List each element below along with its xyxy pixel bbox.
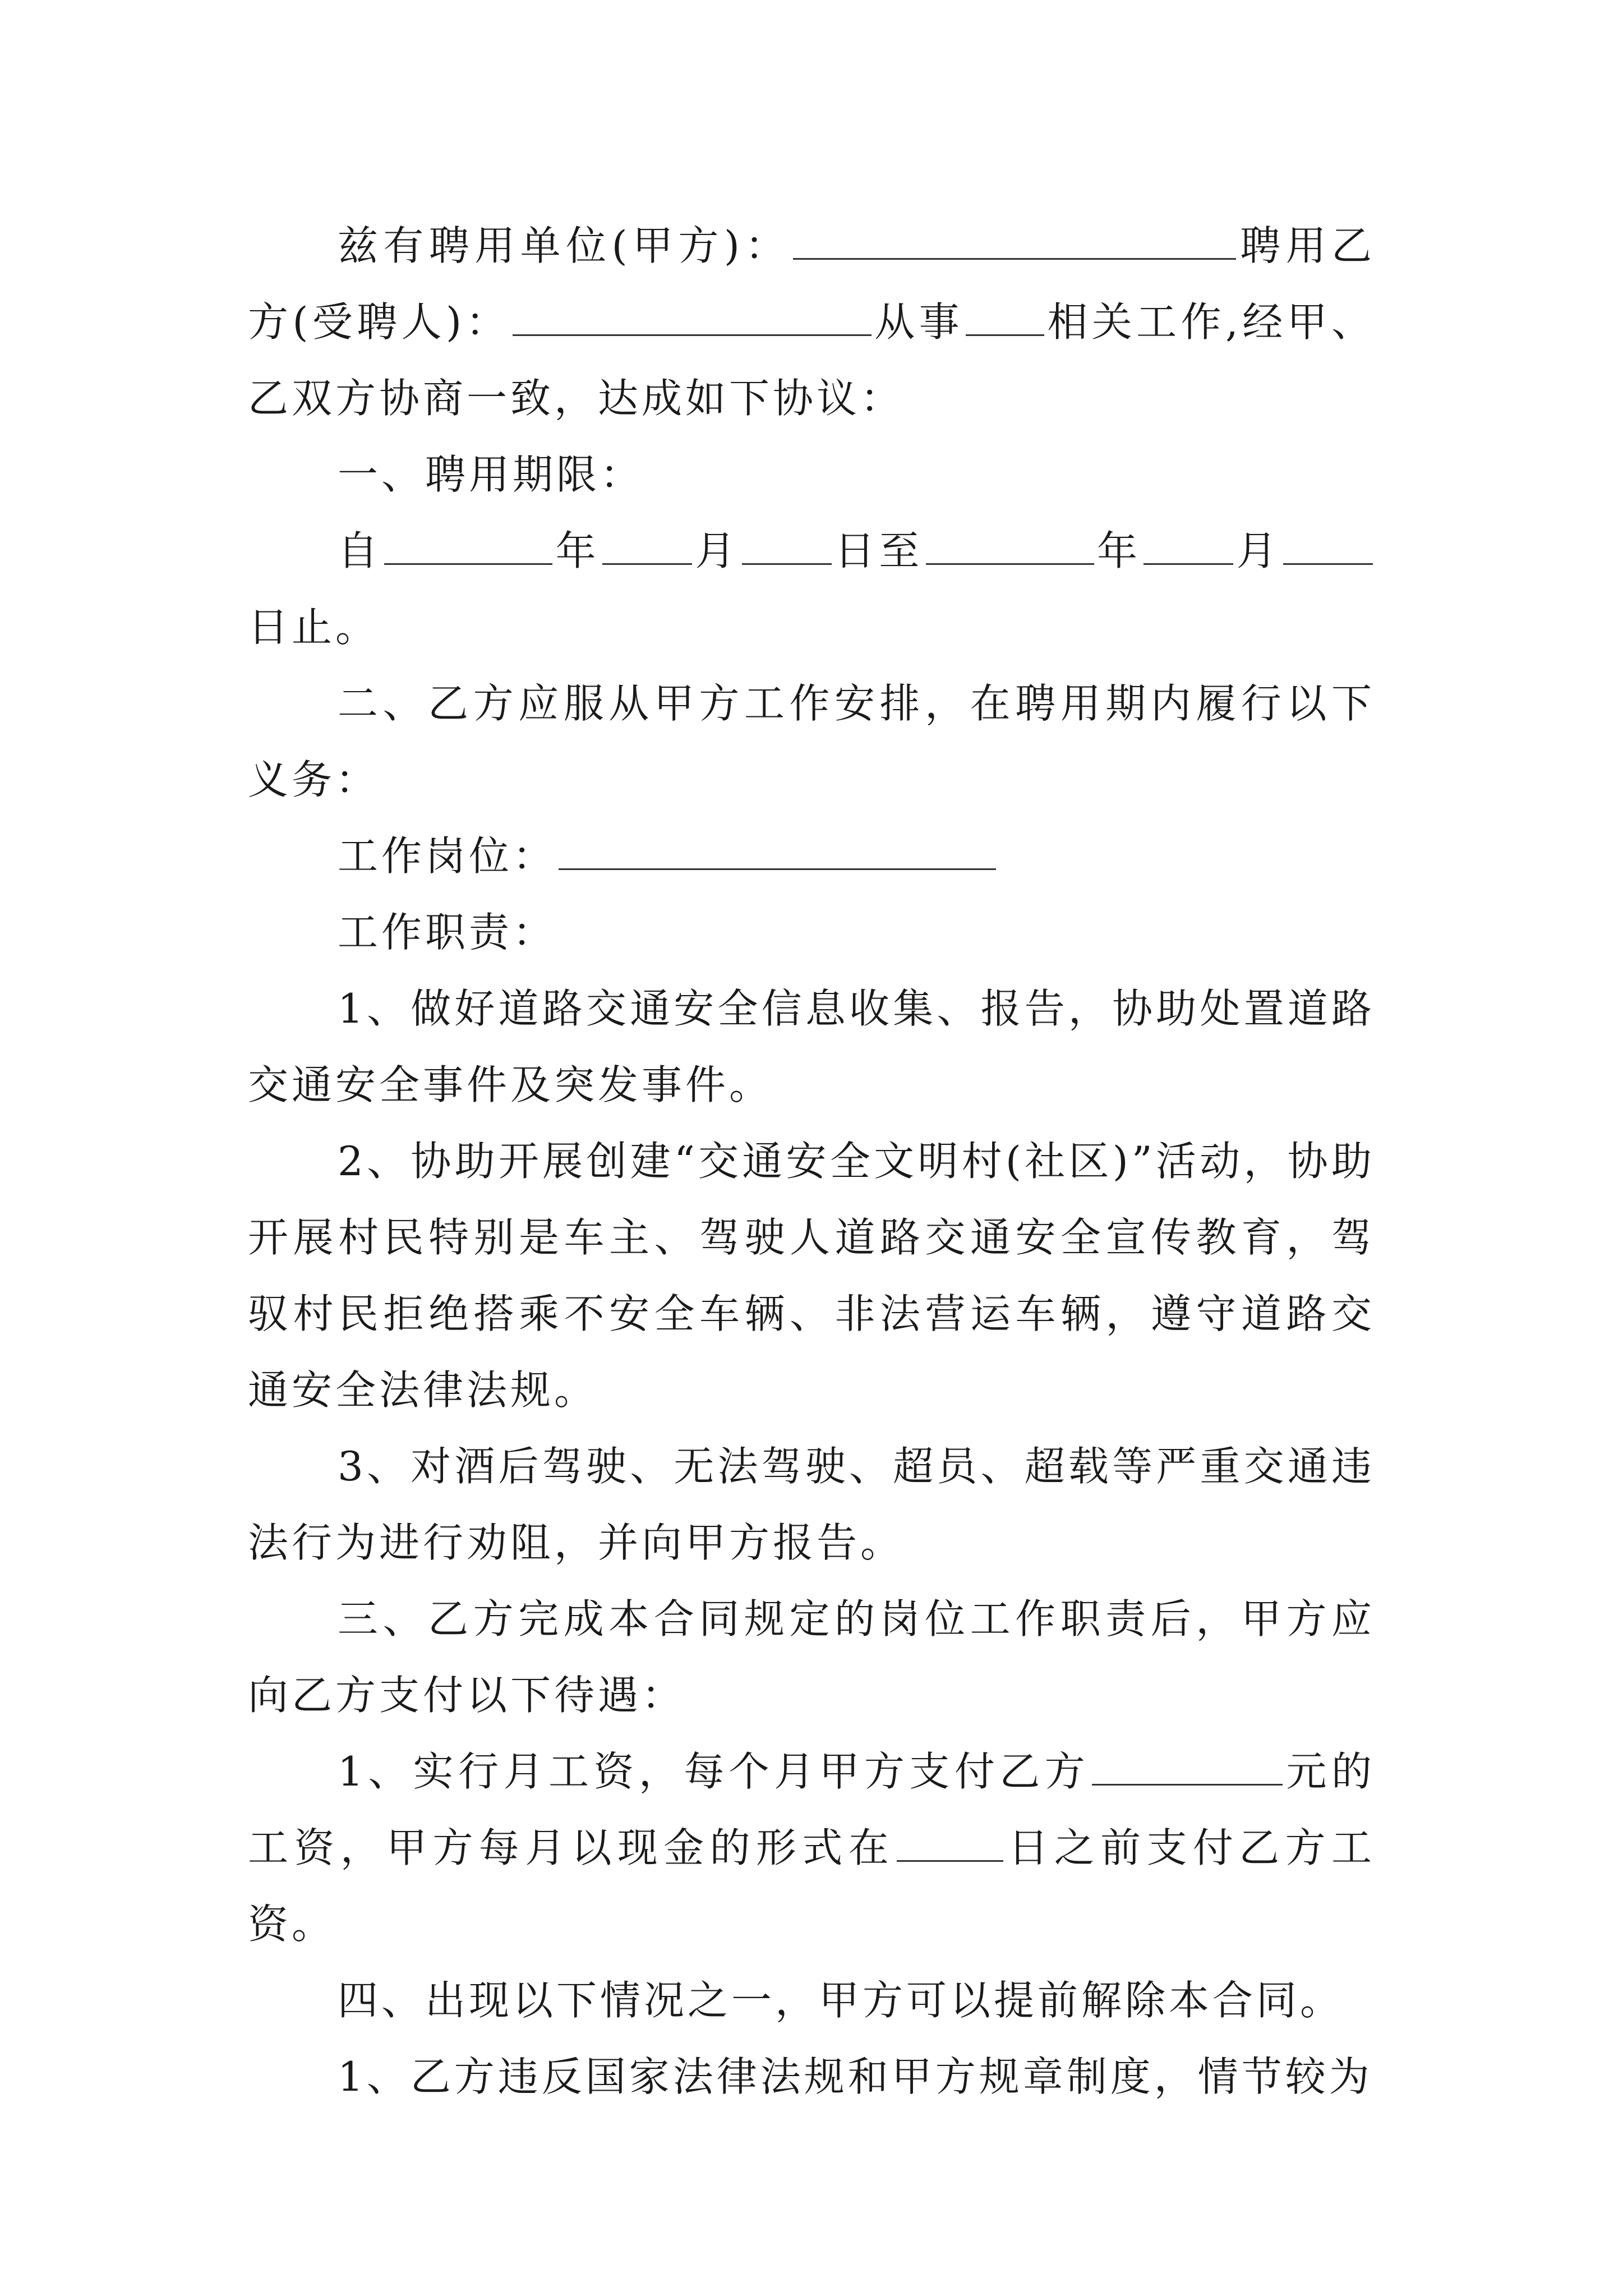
text-preamble-end: 相关工作,经甲、乙双方协商一致，达成如下协议： bbox=[248, 298, 1375, 422]
paragraph-salary bbox=[248, 1733, 1375, 1962]
text-engaged-in: 从事 bbox=[873, 298, 964, 346]
blank-work-field[interactable] bbox=[966, 291, 1044, 336]
heading-duties: 工作职责： bbox=[338, 909, 557, 956]
blank-end-day[interactable] bbox=[1283, 519, 1373, 565]
paragraph-duty-2: 2、协助开展创建“交通安全文明村(社区)”活动，协助开展村民特别是车主、驾驶人道路交通安全宣传教育，驾驭村民拒绝搭乘不安全车辆、非法营运车辆，遵守道路交通安全法律法规。 bbox=[248, 1138, 1375, 1414]
blank-end-month[interactable] bbox=[1144, 519, 1233, 565]
text-post-label: 工作岗位： bbox=[338, 832, 557, 880]
heading-obligations: 二、乙方应服从甲方工作安排，在聘用期内履行以下义务： bbox=[248, 680, 1375, 803]
blank-start-month[interactable] bbox=[602, 519, 692, 565]
blank-start-day[interactable] bbox=[742, 519, 832, 565]
paragraph-termination-1: 1、乙方违反国家法律法规和甲方规章制度，情节较为 bbox=[338, 2053, 1373, 2100]
text-employee-label: 聘用乙方(受聘人)： bbox=[248, 222, 1375, 346]
blank-employee[interactable] bbox=[513, 291, 872, 336]
text-day-end: 日止。 bbox=[248, 604, 380, 651]
text-year: 年 bbox=[555, 527, 600, 574]
paragraph-preamble bbox=[248, 208, 1375, 436]
heading-term: 一、聘用期限： bbox=[338, 451, 644, 498]
blank-post[interactable] bbox=[559, 825, 996, 870]
paragraph-duty-3: 3、对酒后驾驶、无法驾驶、超员、超载等严重交通违法行为进行劝阻，并向甲方报告。 bbox=[248, 1443, 1375, 1566]
blank-pay-day[interactable] bbox=[897, 1816, 1003, 1862]
heading-benefits: 三、乙方完成本合同规定的岗位工作职责后，甲方应向乙方支付以下待遇： bbox=[248, 1595, 1375, 1719]
text-salary-intro: 1、实行月工资，每个月甲方支付乙方 bbox=[338, 1748, 1090, 1795]
blank-end-year[interactable] bbox=[926, 519, 1094, 565]
blank-start-year[interactable] bbox=[384, 519, 552, 565]
text-month-2: 月 bbox=[1235, 527, 1281, 574]
text-year-2: 年 bbox=[1096, 527, 1142, 574]
paragraph-duty-1: 1、做好道路交通安全信息收集、报告，协助处置道路交通安全事件及突发事件。 bbox=[248, 985, 1375, 1108]
text-employer-label: 兹有聘用单位(甲方)： bbox=[338, 222, 791, 269]
blank-salary-amount[interactable] bbox=[1092, 1740, 1283, 1786]
paragraph-term-dates bbox=[248, 513, 1375, 665]
text-salary-mid: 元的工资，甲方每月以现金的形式在 bbox=[248, 1748, 1375, 1871]
heading-termination: 四、出现以下情况之一，甲方可以提前解除本合同。 bbox=[338, 1977, 1344, 2024]
text-from: 自 bbox=[338, 527, 382, 574]
blank-employer[interactable] bbox=[793, 214, 1236, 260]
paragraph-post bbox=[248, 818, 1375, 894]
text-salary-end: 日之前支付乙方工资。 bbox=[248, 1824, 1375, 1948]
text-day-to: 日至 bbox=[833, 527, 924, 574]
document-body bbox=[248, 208, 1375, 2115]
text-month: 月 bbox=[694, 527, 740, 574]
